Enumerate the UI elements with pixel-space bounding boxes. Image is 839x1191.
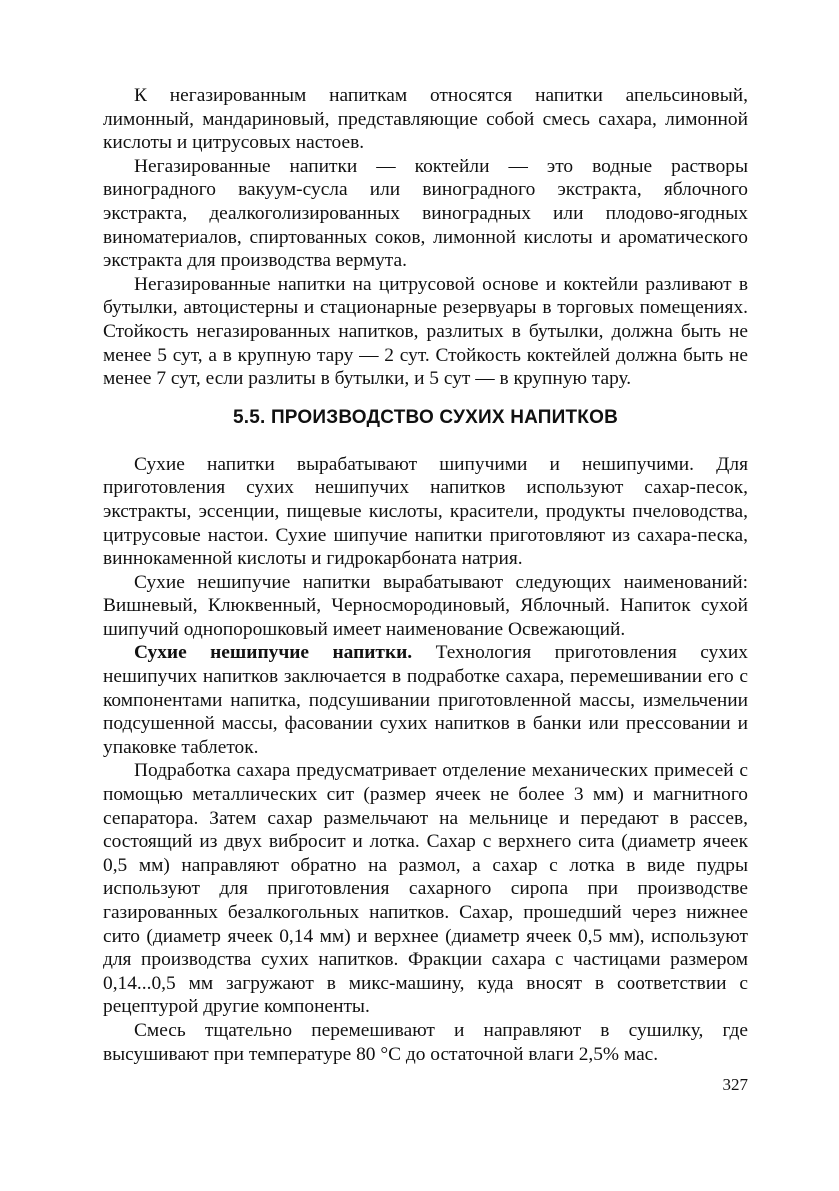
page-number: 327 <box>722 1075 748 1094</box>
paragraph: Подработка сахара предусматривает отделение механических примесей с помощью металлических сит (размер ячеек не более 3 мм) и магнитного сепаратора. Затем сахар размельчают на мельнице и передают в рассев, состоящий из двух вибросит и лотка. Сахар с верхнего сита (диаметр ячеек 0,5 мм) направляют обратно на размол, а сахар с лотка в виде пудры используют для приготовления сахарного сиропа при производстве газированных безалкогольных напитков. Сахар, прошедший через нижнее сито (диаметр ячеек 0,14 мм) и верхнее (диаметр ячеек 0,5 мм), используют для производства сухих напитков. Фракции сахара с частицами размером 0,14...0,5 мм загружают в микс-машину, куда вносят в соответствии с рецептурой другие компоненты. <box>103 760 748 1018</box>
paragraph: Негазированные напитки на цитрусовой основе и коктейли разливают в бутылки, автоцистерны и стационарные резервуары в торговых помещениях. Стойкость негазированных напитков, разлитых в бутылки, должна быть не менее 5 сут, а в крупную тару — 2 сут. Стойкость коктейлей должна быть не менее 7 сут, если разлиты в бутылки, и 5 сут — в крупную тару. <box>103 273 748 390</box>
runin-text: Технология приготовления сухих нешипучих напитков заключается в подработке сахара, перемешивании его с компонентами напитка, подсушивании приготовленной массы, измельчении подсушенной массы, фасовании сухих напитков в банки или прессовании и упаковке таблеток. <box>103 642 749 758</box>
section-heading: 5.5. ПРОИЗВОДСТВО СУХИХ НАПИТКОВ <box>232 406 619 428</box>
runin-paragraph <box>103 641 748 759</box>
paragraph: Смесь тщательно перемешивают и направляют в сушилку, где высушивают при температуре 80 °С до остаточной влаги 2,5% мас. <box>103 1019 748 1065</box>
page-body <box>103 84 748 1066</box>
paragraph: Сухие напитки вырабатывают шипучими и нешипучими. Для приготовления сухих нешипучих напитков используют сахар-песок, экстракты, эссенции, пищевые кислоты, красители, продукты пчеловодства, цитрусовые настои. Сухие шипучие напитки приготовляют из сахара-песка, виннокаменной кислоты и гидрокарбоната натрия. <box>103 453 748 570</box>
paragraph: Негазированные напитки — коктейли — это водные растворы виноградного вакуум-сусла или виноградного экстракта, яблочного экстракта, деалкоголизированных виноградных или плодово-ягодных виноматериалов, спиртованных соков, лимонной кислоты и ароматического экстракта для производства вермута. <box>103 155 748 272</box>
paragraph: К негазированным напиткам относятся напитки апельсиновый, лимонный, мандариновый, представляющие собой смесь сахара, лимонной кислоты и цитрусовых настоев. <box>103 85 748 154</box>
runin-heading: Сухие нешипучие напитки. <box>134 642 413 664</box>
paragraph: Сухие нешипучие напитки вырабатывают следующих наименований: Вишневый, Клюквенный, Черносмородиновый, Яблочный. Напиток сухой шипучий однопорошковый имеет наименование Освежающий. <box>103 571 748 640</box>
